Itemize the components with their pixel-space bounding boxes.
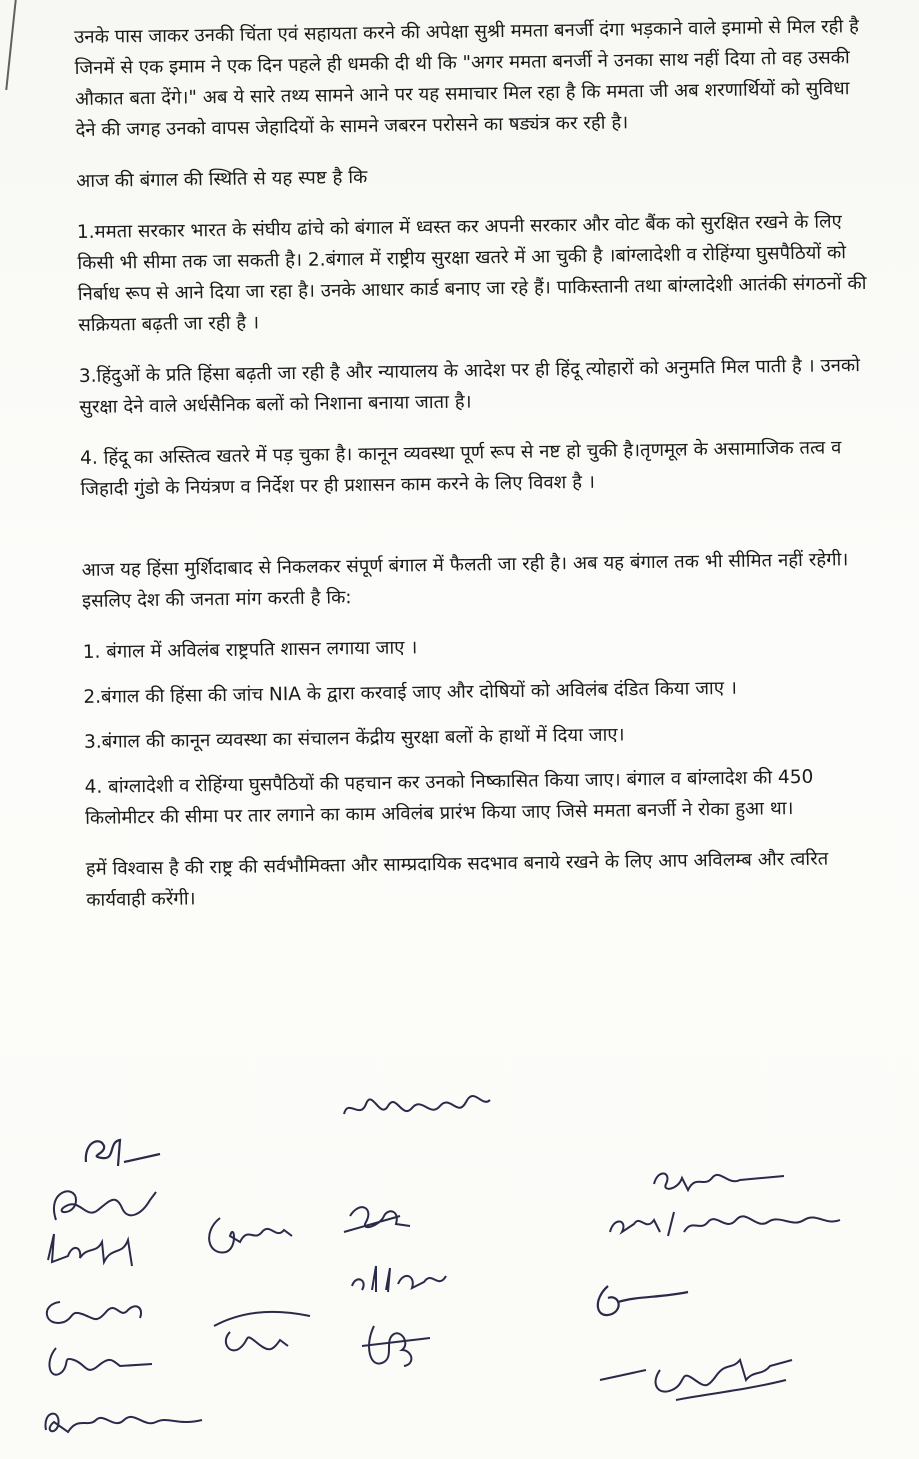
signature-5: [40, 1342, 160, 1396]
paragraph-point-3: 3.हिंदुओं के प्रति हिंसा बढ़ती जा रही है और न्यायालय के आदेश पर ही हिंदू त्योहारों को अनुमति मिल पाती है । उनको सुरक्षा देने वाले अर्धसैनिक बलों को निशाना बनाया जाता है।: [78, 355, 861, 418]
signature-1: [80, 1132, 170, 1176]
signature-15: [596, 1340, 796, 1414]
paragraph-closing: हमें विश्वास है की राष्ट्र की सर्वभौमिक्ता और साम्प्रदायिक सदभाव बनाये रखने के लिए आप अविलम्ब और त्वरित कार्यवाही करेंगी।: [85, 848, 829, 911]
signature-12: [648, 1160, 788, 1204]
signature-8: [210, 1302, 320, 1366]
letter-body: [74, 11, 887, 936]
signature-10: [346, 1256, 456, 1310]
paragraph-point-1-2: 1.ममता सरकार भारत के संघीय ढांचे को बंगाल में ध्वस्त कर अपनी सरकार और वोट बैंक को सुरक्षित रखने के लिए किसी भी सीमा तक जा सकती है। 2.बंगाल में राष्ट्रीय सुरक्षा खतरे में आ चुकी है ।बांग्लादेशी व रोहिंग्या घुसपैठियों को निर्बाध रूप से आने दिया जा रहा है। उनके आधार कार्ड बनाए जा रहे हैं। पाकिस्तानी तथा बांग्लादेशी आतंकी संगठनों की सक्रियता बढ़ती जा रही है ।: [76, 211, 867, 336]
demand-item-2: 2.बंगाल की हिंसा की जांच NIA के द्वारा करवाई जाए और दोषियों को अविलंब दंडित किया जाए ।: [83, 677, 738, 708]
paragraph-intro: उनके पास जाकर उनकी चिंता एवं सहायता करने की अपेक्षा सुश्री ममता बनर्जी दंगा भड़काने वाले इमामो से मिल रही है जिनमें से एक इमाम ने एक दिन पहले ही धमकी दी थी कि "अगर ममता बनर्जी ने उनका साथ नहीं दिया तो वह उसकी औकात बता देंगे।" अब ये सारे तथ्य सामने आने पर यह समाचार मिल रहा है कि ममता जी अब शरणार्थियों को सुविधा देने की जगह उनको वापस जेहादियों के सामने जबरन परोसने का षड्यंत्र कर रही है।: [74, 16, 860, 141]
signature-9: [340, 1196, 420, 1250]
paragraph-situation-heading: आज की बंगाल की स्थिति से यह स्पष्ट है कि: [76, 166, 368, 192]
signature-6: [38, 1402, 208, 1446]
signature-area: [0, 1080, 919, 1459]
signature-3: [42, 1226, 152, 1274]
signature-scribble-top: [340, 1090, 500, 1134]
paragraph-point-4: 4. हिंदू का अस्तित्व खतरे में पड़ चुका है। कानून व्यवस्था पूर्ण रूप से नष्ट हो चुकी है।तृणमूल के असामाजिक तत्व व जिहादी गुंडो के नियंत्रण व निर्देश पर ही प्रशासन काम करने के लिए विवश है ।: [79, 437, 842, 500]
demand-item-3: 3.बंगाल की कानून व्यवस्था का संचालन केंद्रीय सुरक्षा बलों के हाथों में दिया जाए।: [83, 724, 625, 753]
signature-13: [604, 1202, 844, 1250]
paragraph-demands-intro: आज यह हिंसा मुर्शिदाबाद से निकलकर संपूर्ण बंगाल में फैलती जा रही है। अब यह बंगाल तक भी सीमित नहीं रहेगी। इसलिए देश की जनता मांग करती है कि:: [81, 549, 849, 612]
signature-4: [40, 1292, 150, 1336]
signature-7: [200, 1212, 310, 1266]
signature-14: [588, 1276, 698, 1330]
page-edge-mark: [0, 0, 17, 90]
demand-item-4: 4. बांग्लादेशी व रोहिंग्या घुसपैठियों की पहचान कर उनको निष्कासित किया जाए। बंगाल व बांग्लादेश की 450 किलोमीटर की सीमा पर तार लगाने का काम अविलंब प्रारंभ किया जाए जिसे ममता बनर्जी ने रोका हुआ था।: [84, 766, 814, 829]
signature-11: [360, 1316, 440, 1380]
demand-item-1: 1. बंगाल में अविलंब राष्ट्रपति शासन लगाया जाए ।: [82, 637, 418, 663]
